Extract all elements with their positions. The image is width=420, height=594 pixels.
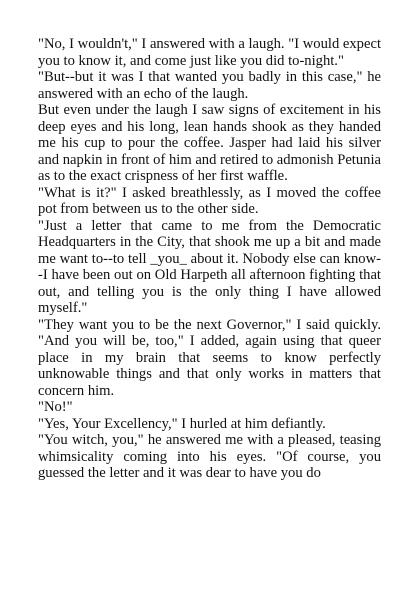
paragraph: "No, I wouldn't," I answered with a laugh. "I would expect you to know it, and come just like you did to-night." [38,36,381,69]
paragraph: "What is it?" I asked breathlessly, as I moved the coffee pot from between us to the other side. [38,184,381,217]
paragraph: "Yes, Your Excellency," I hurled at him defiantly. [38,415,326,432]
page-text [38,36,381,482]
paragraph: "They want you to be the next Governor," I said quickly. "And you will be, too," I added, again using that queer place in my brain that seems to know perfectly unknowable things and that only works in matters that concern him. [38,316,381,399]
paragraph: But even under the laugh I saw signs of excitement in his deep eyes and his long, lean hands shook as they handed me his cup to pour the coffee. Jasper had laid his silver and napkin in front of him and retired to admonish Petunia as to the exact crispness of her first waffle. [38,102,381,184]
paragraph: "Just a letter that came to me from the Democratic Headquarters in the City, that shook me up a bit and made me want to--to tell _you_ about it. Nobody else can know--I have been out on Old Harpeth all afternoon fighting that out, and telling you is the only thing I have allowed myself." [38,217,381,316]
paragraph: "No!" [38,399,73,415]
paragraph: "But--but it was I that wanted you badly in this case," he answered with an echo of the laugh. [38,69,381,102]
paragraph: "You witch, you," he answered me with a pleased, teasing whimsicality coming into his eyes. "Of course, you guessed the letter and it was dear to have you do [38,432,381,481]
